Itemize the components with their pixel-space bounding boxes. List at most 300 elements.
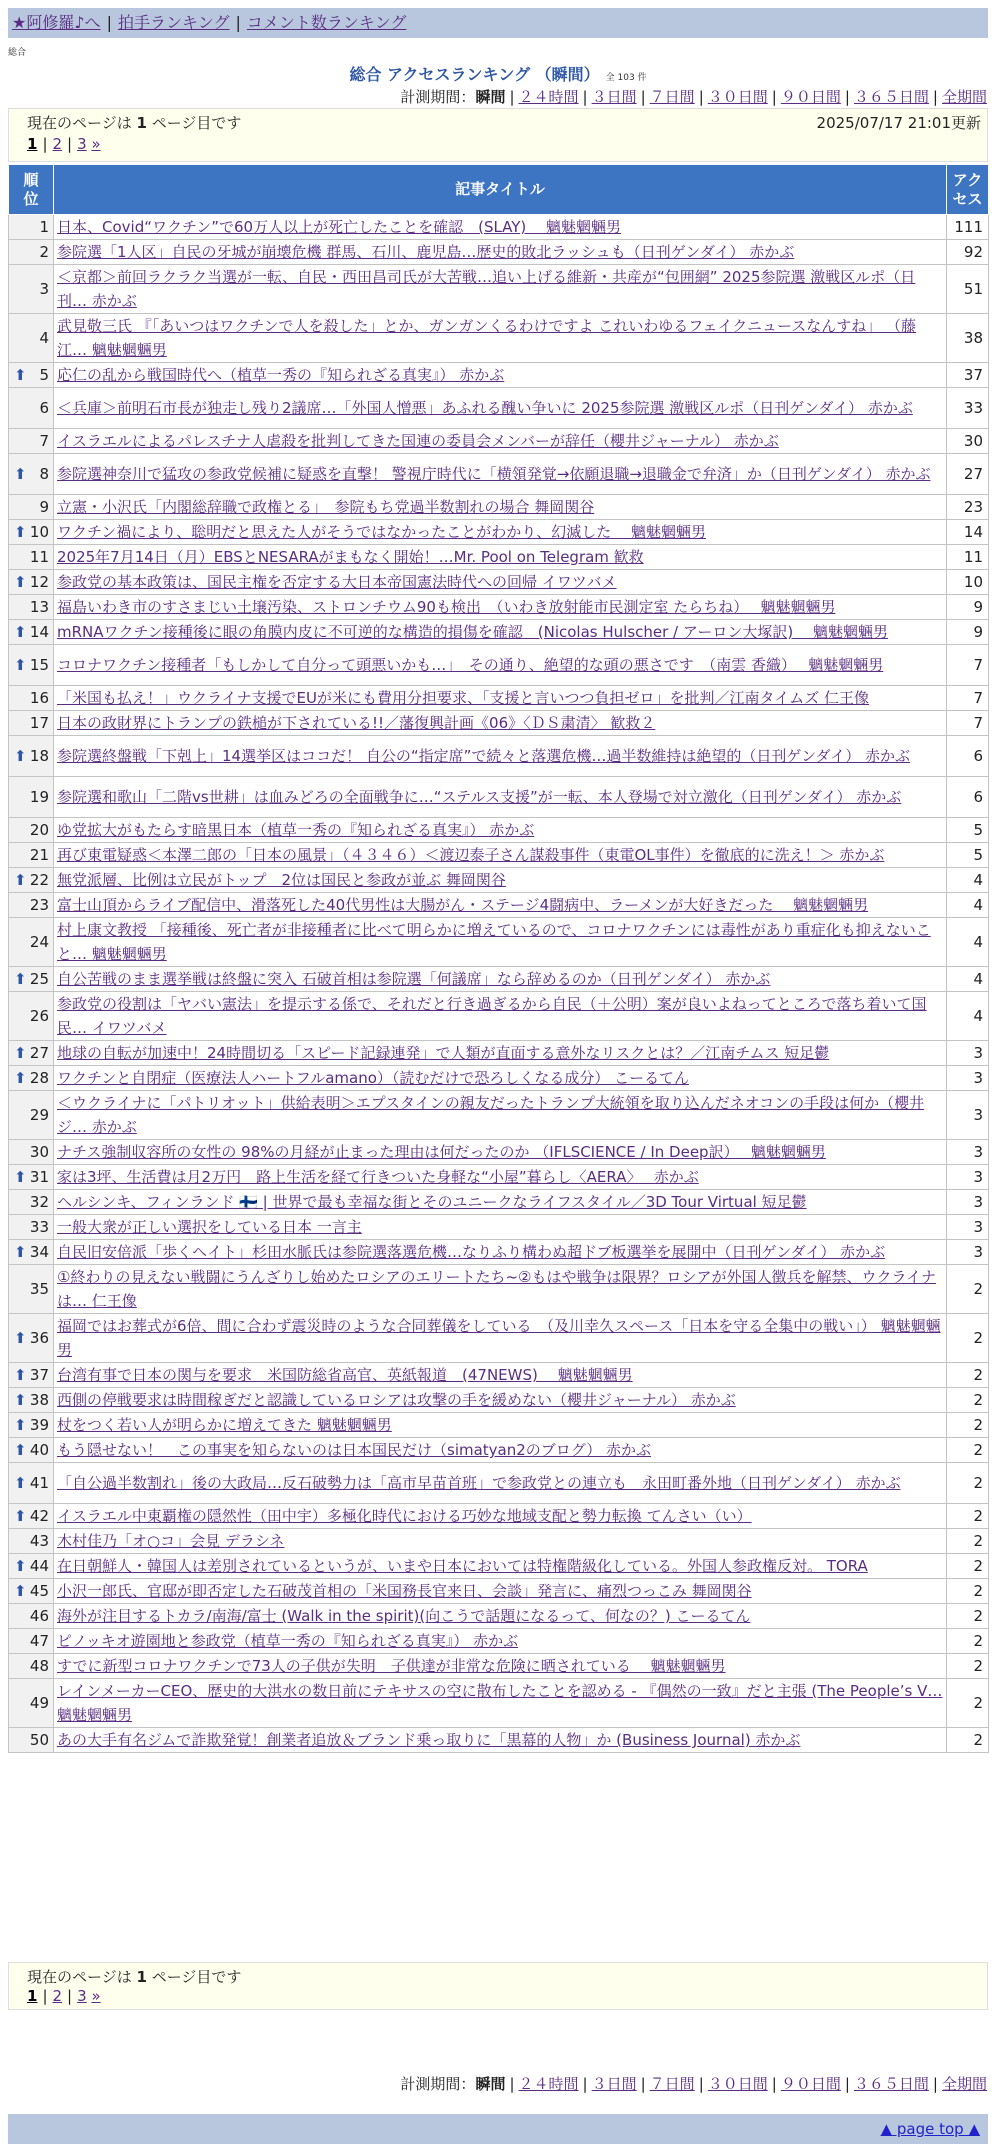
article-link[interactable]: 自民旧安倍派「歩くヘイト」杉田水脈氏は参院選落選危機…なりふり構わぬ超ドブ板選挙を展開中（日刊ゲンダイ） 赤かぶ — [57, 1243, 886, 1261]
rank-number: 49 — [29, 1694, 49, 1712]
rank-cell — [9, 363, 54, 388]
period-separator: | — [582, 88, 588, 106]
title-cell — [54, 1041, 947, 1066]
table-row — [9, 1579, 989, 1604]
title-cell — [54, 1654, 947, 1679]
table-row — [9, 1728, 989, 1753]
article-link[interactable]: 日本、Covid“ワクチン”で60万人以上が死亡したことを確認 (SLAY) 魑魅魍魎男 — [57, 218, 622, 236]
article-link[interactable]: 参院選終盤戦「下剋上」14選挙区はココだ！ 自公の“指定席”で続々と落選危機…過半数維持は絶望的（日刊ゲンダイ） 赤かぶ — [57, 747, 910, 765]
article-link[interactable]: 参院選「1人区」自民の牙城が崩壊危機 群馬、石川、鹿児島…歴史的敗北ラッシュも（日刊ゲンダイ） 赤かぶ — [57, 243, 795, 261]
rank-number: 50 — [29, 1731, 49, 1749]
title-cell — [54, 1314, 947, 1363]
table-row — [9, 736, 989, 777]
rank-number: 34 — [29, 1243, 49, 1261]
article-link[interactable]: すでに新型コロナワクチンで73人の子供が失明 子供達が非常な危険に晒されている 魑魅魍魎男 — [57, 1657, 726, 1675]
article-link[interactable]: 自公苦戦のまま選挙戦は終盤に突入 石破首相は参院選「何議席」なら辞めるのか（日刊ゲンダイ） 赤かぶ — [57, 970, 771, 988]
period-option-link[interactable]: ３６５日間 — [853, 88, 929, 106]
article-link[interactable]: 一般大衆が正しい選択をしている日本 一言主 — [57, 1218, 362, 1236]
access-count: 7 — [947, 645, 989, 686]
article-link[interactable]: 西側の停戦要求は時間稼ぎだと認識しているロシアは攻撃の手を緩めない（櫻井ジャーナル） 赤かぶ — [57, 1391, 736, 1409]
rank-number: 4 — [39, 329, 49, 347]
title-cell — [54, 736, 947, 777]
rank-number: 5 — [39, 366, 49, 384]
top-nav-bar — [8, 8, 988, 38]
period-option-link[interactable]: ７日間 — [649, 2075, 695, 2093]
period-option-link[interactable]: ３０日間 — [707, 2075, 768, 2093]
rank-cell — [9, 520, 54, 545]
title-cell — [54, 388, 947, 429]
title-cell — [54, 265, 947, 314]
period-option-link[interactable]: ７日間 — [649, 88, 695, 106]
period-current: 瞬間 — [475, 88, 506, 106]
rank-cell — [9, 1413, 54, 1438]
table-row — [9, 843, 989, 868]
up-arrow-icon: ⬆ — [14, 1069, 27, 1087]
period-option-link[interactable]: 全期間 — [941, 2075, 987, 2093]
table-row — [9, 868, 989, 893]
rank-number: 8 — [39, 465, 49, 483]
article-link[interactable]: 無党派層、比例は立民がトップ 2位は国民と参政が並ぶ 舞岡関谷 — [57, 871, 506, 889]
pager-next-link[interactable]: » — [91, 1987, 101, 2005]
title-cell — [54, 711, 947, 736]
article-link[interactable]: 立憲・小沢氏「内閣総辞職で政権とる」 参院もち党過半数割れの場合 舞岡関谷 — [57, 498, 595, 516]
access-count: 6 — [947, 777, 989, 818]
rank-cell — [9, 240, 54, 265]
title-cell — [54, 363, 947, 388]
table-row — [9, 240, 989, 265]
table-row — [9, 711, 989, 736]
period-option-link[interactable]: ３６５日間 — [853, 2075, 929, 2093]
table-row — [9, 1463, 989, 1504]
title-cell — [54, 967, 947, 992]
article-link[interactable]: ワクチンと自閉症（医療法人ハートフルamano）（読むだけで恐ろしくなる成分） こーるてん — [57, 1069, 690, 1087]
rank-cell — [9, 454, 54, 495]
access-count: 38 — [947, 314, 989, 363]
up-arrow-icon: ⬆ — [14, 1391, 27, 1409]
page-top-link[interactable]: ▲ page top ▲ — [880, 2120, 980, 2138]
up-arrow-icon: ⬆ — [14, 573, 27, 591]
table-row — [9, 893, 989, 918]
access-count: 4 — [947, 992, 989, 1041]
table-row — [9, 429, 989, 454]
up-arrow-icon: ⬆ — [14, 1168, 27, 1186]
article-link[interactable]: 小沢一郎氏、官邸が即否定した石破茂首相の「米国務長官来日、会談」発言に、痛烈つっこみ 舞岡関谷 — [57, 1582, 752, 1600]
access-count: 2 — [947, 1363, 989, 1388]
title-cell — [54, 1363, 947, 1388]
access-count: 2 — [947, 1504, 989, 1529]
pager-separator: | — [67, 1987, 73, 2005]
access-count: 9 — [947, 595, 989, 620]
article-link[interactable]: 福島いわき市のすさまじい土壌汚染、ストロンチウム90も検出 （いわき放射能市民測定室 たらちね） 魑魅魍魎男 — [57, 598, 836, 616]
pagination — [27, 1987, 101, 2005]
title-cell — [54, 818, 947, 843]
table-row — [9, 1554, 989, 1579]
table-row — [9, 992, 989, 1041]
rank-cell — [9, 1215, 54, 1240]
table-row — [9, 1041, 989, 1066]
up-arrow-icon: ⬆ — [14, 1243, 27, 1261]
rank-cell — [9, 1504, 54, 1529]
rank-number: 27 — [29, 1044, 49, 1062]
up-arrow-icon: ⬆ — [14, 1507, 27, 1525]
access-count: 3 — [947, 1091, 989, 1140]
rank-cell — [9, 1240, 54, 1265]
rank-cell — [9, 1041, 54, 1066]
title-cell — [54, 777, 947, 818]
access-header: アクセス — [947, 165, 989, 215]
rank-number: 26 — [29, 1007, 49, 1025]
article-link[interactable]: ①終わりの見えない戦闘にうんざりし始めたロシアのエリートたち~②もはや戦争は限界？ロシアが外国人徴兵を解禁、ウクライナは… 仁王像 — [57, 1268, 937, 1310]
period-separator: | — [771, 2075, 777, 2093]
period-separator: | — [640, 2075, 646, 2093]
access-count: 2 — [947, 1554, 989, 1579]
access-count: 4 — [947, 868, 989, 893]
pager-page-link[interactable]: 3 — [77, 135, 87, 153]
title-cell — [54, 454, 947, 495]
period-option-link[interactable]: ３日間 — [591, 2075, 637, 2093]
table-row — [9, 918, 989, 967]
article-link[interactable]: 参政党の役割は「ヤバい憲法」を提示する係で、それだと行き過ぎるから自民（＋公明）案が良いよねってところで落ち着いて国民… イワツバメ — [57, 995, 927, 1037]
rank-number: 37 — [29, 1366, 49, 1384]
rank-cell — [9, 595, 54, 620]
access-count: 2 — [947, 1679, 989, 1728]
access-count: 3 — [947, 1190, 989, 1215]
section-label: 総合 — [8, 48, 27, 58]
title-cell — [54, 1504, 947, 1529]
table-row — [9, 1679, 989, 1728]
rank-cell — [9, 1265, 54, 1314]
article-link[interactable]: ピノッキオ遊園地と参政党（植草一秀の『知られざる真実』） 赤かぶ — [57, 1632, 519, 1650]
rank-cell — [9, 265, 54, 314]
access-count: 4 — [947, 918, 989, 967]
title-cell — [54, 429, 947, 454]
access-count: 2 — [947, 1579, 989, 1604]
clap-ranking-link[interactable]: 拍手ランキング — [117, 13, 230, 32]
access-count: 2 — [947, 1629, 989, 1654]
article-link[interactable]: 在日朝鮮人・韓国人は差別されているというが、いまや日本においては特権階級化している。外国人参政権反対。 TORA — [57, 1557, 868, 1575]
title-cell — [54, 1091, 947, 1140]
rank-cell — [9, 918, 54, 967]
rank-header: 順位 — [9, 165, 54, 215]
up-arrow-icon: ⬆ — [14, 366, 27, 384]
period-option-link[interactable]: ２４時間 — [518, 88, 579, 106]
table-row — [9, 645, 989, 686]
rank-cell — [9, 1438, 54, 1463]
up-arrow-icon: ⬆ — [14, 1329, 27, 1347]
article-link[interactable]: 参院選神奈川で猛攻の参政党候補に疑惑を直撃！ 警視庁時代に「横領発覚→依願退職→退職金で弁済」か（日刊ゲンダイ） 赤かぶ — [57, 465, 931, 483]
period-option-link[interactable]: ３日間 — [591, 88, 637, 106]
up-arrow-icon: ⬆ — [14, 1441, 27, 1459]
title-cell — [54, 893, 947, 918]
pager-page-link[interactable]: 2 — [52, 1987, 63, 2005]
access-count: 2 — [947, 1265, 989, 1314]
table-row — [9, 1504, 989, 1529]
pagination — [27, 135, 101, 153]
rank-cell — [9, 1679, 54, 1728]
article-link[interactable]: mRNAワクチン接種後に眼の角膜内皮に不可逆的な構造的損傷を確認 (Nicolas Hulscher / アーロン大塚訳) 魑魅魍魎男 — [57, 623, 889, 641]
up-arrow-icon: ⬆ — [14, 1416, 27, 1434]
table-row — [9, 686, 989, 711]
pager-page-link[interactable]: 3 — [77, 1987, 87, 2005]
article-link[interactable]: ゆ党拡大がもたらす暗黒日本（植草一秀の『知られざる真実』） 赤かぶ — [57, 821, 535, 839]
rank-number: 12 — [29, 573, 49, 591]
access-count: 23 — [947, 495, 989, 520]
rank-number: 42 — [29, 1507, 49, 1525]
title-cell — [54, 1265, 947, 1314]
article-link[interactable]: イスラエルによるパレスチナ人虐殺を批判してきた国連の委員会メンバーが辞任（櫻井ジャーナル） 赤かぶ — [57, 432, 779, 450]
article-link[interactable]: 再び東電疑惑＜本澤二郎の「日本の風景」（４３４６）＜渡辺泰子さん謀殺事件（東電OL事件）を徹底的に洗え！＞ 赤かぶ — [57, 846, 885, 864]
rank-cell — [9, 1314, 54, 1363]
title-cell — [54, 1438, 947, 1463]
title-cell — [54, 868, 947, 893]
table-row — [9, 1629, 989, 1654]
access-count: 4 — [947, 893, 989, 918]
rank-number: 2 — [39, 243, 49, 261]
access-count: 2 — [947, 1463, 989, 1504]
up-arrow-icon: ⬆ — [14, 1044, 27, 1062]
rank-number: 32 — [29, 1193, 49, 1211]
article-link[interactable]: ナチス強制収容所の女性の 98%の月経が止まった理由は何だったのか （IFLSCIENCE / In Deep訳） 魑魅魍魎男 — [57, 1143, 826, 1161]
rank-number: 38 — [29, 1391, 49, 1409]
article-link[interactable]: ＜京都＞前回ラクラク当選が一転、自民・西田昌司氏が大苦戦…追い上げる維新・共産が“包囲網” 2025参院選 激戦区ルポ（日刊… 赤かぶ — [57, 268, 916, 310]
article-link[interactable]: 地球の自転が加速中！24時間切る「スピード記録連発」で人類が直面する意外なリスクとは？／江南チムス 短足鬱 — [57, 1044, 830, 1062]
rank-number: 14 — [29, 623, 49, 641]
title-cell — [54, 1240, 947, 1265]
title-cell — [54, 1629, 947, 1654]
period-separator: | — [844, 2075, 850, 2093]
access-count: 92 — [947, 240, 989, 265]
up-arrow-icon: ⬆ — [14, 1582, 27, 1600]
article-link[interactable]: 日本の政財界にトランプの鉄槌が下されている!!／藩復興計画《06》〈ＤＳ粛清〉 歓救２ — [57, 714, 656, 732]
table-row — [9, 1654, 989, 1679]
access-count: 2 — [947, 1413, 989, 1438]
rank-cell — [9, 686, 54, 711]
access-count: 3 — [947, 1215, 989, 1240]
rank-cell — [9, 570, 54, 595]
rank-number: 28 — [29, 1069, 49, 1087]
rank-cell — [9, 1629, 54, 1654]
access-count: 3 — [947, 1240, 989, 1265]
article-link[interactable]: ワクチン禍により、聡明だと思えた人がそうではなかったことがわかり、幻滅した 魑魅魍魎男 — [57, 523, 707, 541]
current-page-text: 現在のページは 1 ページ目です — [27, 1968, 242, 1986]
updated-timestamp: 2025/07/17 21:01更新 — [816, 114, 981, 132]
title-cell — [54, 1554, 947, 1579]
access-count: 2 — [947, 1728, 989, 1753]
article-link[interactable]: 武見敬三氏 『「あいつはワクチンで人を殺した」とか、ガンガンくるわけですよ これいわゆるフェイクニュースなんすね」 （藤江… 魑魅魍魎男 — [57, 317, 916, 359]
rank-number: 45 — [29, 1582, 49, 1600]
table-row — [9, 570, 989, 595]
article-link[interactable]: 台湾有事で日本の関与を要求 米国防総省高官、英紙報道 (47NEWS) 魑魅魍魎男 — [57, 1366, 633, 1384]
title-cell — [54, 1728, 947, 1753]
article-link[interactable]: 「自公過半数割れ」後の大政局…反石破勢力は「高市早苗首班」で参政党との連立も 永田町番外地（日刊ゲンダイ） 赤かぶ — [57, 1474, 901, 1492]
rank-number: 25 — [29, 970, 49, 988]
period-option-link[interactable]: ９０日間 — [780, 2075, 841, 2093]
title-cell — [54, 215, 947, 240]
rank-cell — [9, 777, 54, 818]
article-link[interactable]: 福岡ではお葬式が6倍、間に合わず震災時のような合同葬儀をしている （及川幸久スペース「日本を守る全集中の戦い」） 魑魅魍魎男 — [57, 1317, 941, 1359]
table-row — [9, 363, 989, 388]
rank-cell — [9, 1579, 54, 1604]
rank-number: 16 — [29, 689, 49, 707]
rank-cell — [9, 495, 54, 520]
article-link[interactable]: 木村佳乃「オ○コ」会見 デラシネ — [57, 1532, 285, 1550]
rank-cell — [9, 992, 54, 1041]
title-cell — [54, 1604, 947, 1629]
up-arrow-icon: ⬆ — [14, 1366, 27, 1384]
home-link[interactable]: ★阿修羅♪へ — [12, 13, 101, 32]
rank-cell — [9, 620, 54, 645]
rank-number: 21 — [29, 846, 49, 864]
access-count: 111 — [947, 215, 989, 240]
table-row — [9, 1314, 989, 1363]
article-link[interactable]: 杖をつく若い人が明らかに増えてきた 魑魅魍魎男 — [57, 1416, 392, 1434]
title-cell — [54, 686, 947, 711]
up-arrow-icon: ⬆ — [14, 1474, 27, 1492]
title-cell — [54, 1529, 947, 1554]
access-count: 5 — [947, 818, 989, 843]
rank-cell — [9, 645, 54, 686]
rank-number: 36 — [29, 1329, 49, 1347]
rank-cell — [9, 1554, 54, 1579]
comment-ranking-link[interactable]: コメント数ランキング — [246, 13, 407, 32]
pager-separator: | — [42, 1987, 48, 2005]
table-row — [9, 595, 989, 620]
title-cell — [54, 1679, 947, 1728]
title-cell — [54, 1165, 947, 1190]
table-row — [9, 1529, 989, 1554]
pager-next-link[interactable]: » — [91, 135, 101, 153]
title-cell — [54, 992, 947, 1041]
period-selector — [400, 2073, 987, 2094]
period-current: 瞬間 — [475, 2075, 506, 2093]
rank-number: 10 — [29, 523, 49, 541]
article-link[interactable]: 2025年7月14日（月）EBSとNESARAがまもなく開始！…Mr. Pool on Telegram 歓救 — [57, 548, 644, 566]
article-link[interactable]: 応仁の乱から戦国時代へ（植草一秀の『知られざる真実』） 赤かぶ — [57, 366, 505, 384]
period-separator: | — [509, 2075, 515, 2093]
rank-number: 24 — [29, 933, 49, 951]
table-row — [9, 818, 989, 843]
rank-number: 41 — [29, 1474, 49, 1492]
table-row — [9, 520, 989, 545]
rank-cell — [9, 818, 54, 843]
article-link[interactable]: あの大手有名ジムで詐欺発覚！創業者追放＆ブランド乗っ取りに「黒幕的人物」か (Business Journal) 赤かぶ — [57, 1731, 801, 1749]
page-title-text: 総合 アクセスランキング （瞬間） — [349, 65, 600, 84]
rank-cell — [9, 1728, 54, 1753]
rank-number: 46 — [29, 1607, 49, 1625]
up-arrow-icon: ⬆ — [14, 1557, 27, 1575]
rank-number: 1 — [39, 218, 49, 236]
rank-number: 15 — [29, 656, 49, 674]
article-link[interactable]: コロナワクチン接種者「もしかして自分って頭悪いかも…」 その通り、絶望的な頭の悪さです （南雲 香織） 魑魅魍魎男 — [57, 656, 884, 674]
title-cell — [54, 843, 947, 868]
period-option-link[interactable]: 全期間 — [941, 88, 987, 106]
table-row — [9, 1240, 989, 1265]
up-arrow-icon: ⬆ — [14, 523, 27, 541]
article-link[interactable]: 参院選和歌山「二階vs世耕」は血みどろの全面戦争に…“ステルス支援”が一転、本人登場で対立激化（日刊ゲンダイ） 赤かぶ — [57, 788, 902, 806]
rank-cell — [9, 1654, 54, 1679]
table-row — [9, 1604, 989, 1629]
table-row — [9, 777, 989, 818]
rank-number: 18 — [29, 747, 49, 765]
nav-separator: | — [106, 13, 112, 32]
article-link[interactable]: 「米国も払え！」ウクライナ支援でEUが米にも費用分担要求、「支援と言いつつ負担ゼロ」を批判／江南タイムズ 仁王像 — [57, 689, 869, 707]
access-count: 3 — [947, 1140, 989, 1165]
rank-number: 6 — [39, 399, 49, 417]
current-page-text: 現在のページは 1 ページ目です — [27, 114, 242, 132]
up-arrow-icon: ⬆ — [14, 465, 27, 483]
rank-cell — [9, 215, 54, 240]
article-link[interactable]: もう隠せない！ この事実を知らないのは日本国民だけ（simatyan2のブログ） 赤かぶ — [57, 1441, 652, 1459]
period-separator: | — [698, 2075, 704, 2093]
pager-separator: | — [42, 135, 48, 153]
rank-number: 19 — [29, 788, 49, 806]
rank-cell — [9, 545, 54, 570]
table-row — [9, 215, 989, 240]
access-count: 2 — [947, 1529, 989, 1554]
period-option-link[interactable]: ２４時間 — [518, 2075, 579, 2093]
period-option-link[interactable]: ３０日間 — [707, 88, 768, 106]
article-link[interactable]: 海外が注目するトカラ/南海/富士 (Walk in the spirit)(向こうで話題になるって、何なの？) こーるてん — [57, 1607, 751, 1625]
access-count: 6 — [947, 736, 989, 777]
article-link[interactable]: ＜兵庫＞前明石市長が独走し残り2議席…「外国人憎悪」あふれる醜い争いに 2025参院選 激戦区ルポ（日刊ゲンダイ） 赤かぶ — [57, 399, 913, 417]
article-link[interactable]: 富士山頂からライブ配信中、滑落死した40代男性は大腸がん・ステージ4闘病中、ラーメンが大好きだった 魑魅魍魎男 — [57, 896, 869, 914]
rank-cell — [9, 1529, 54, 1554]
title-cell — [54, 314, 947, 363]
article-link[interactable]: 家は3坪、生活費は月2万円 路上生活を経て行きついた身軽な“小屋”暮らし〈AERA〉 赤かぶ — [57, 1168, 699, 1186]
rank-cell — [9, 736, 54, 777]
rank-number: 31 — [29, 1168, 49, 1186]
article-link[interactable]: ＜ウクライナに「パトリオット」供給表明＞エプスタインの親友だったトランプ大統領を取り込んだネオコンの手段は何か（櫻井ジ… 赤かぶ — [57, 1094, 925, 1136]
total-count: 全 103 件 — [605, 73, 647, 83]
table-row — [9, 967, 989, 992]
rank-cell — [9, 1363, 54, 1388]
pager-separator: | — [67, 135, 73, 153]
pager-page-link[interactable]: 2 — [52, 135, 63, 153]
article-link[interactable]: 村上康文教授 「接種後、死亡者が非接種者に比べて明らかに増えているので、コロナワクチンには毒性があり重症化も抑えないこと… 魑魅魍魎男 — [57, 921, 931, 963]
title-cell — [54, 595, 947, 620]
title-cell — [54, 645, 947, 686]
rank-number: 23 — [29, 896, 49, 914]
table-row — [9, 265, 989, 314]
table-row — [9, 1388, 989, 1413]
access-count: 10 — [947, 570, 989, 595]
article-link[interactable]: 参政党の基本政策は、国民主権を否定する大日本帝国憲法時代への回帰 イワツバメ — [57, 573, 617, 591]
title-cell — [54, 1413, 947, 1438]
rank-cell — [9, 1066, 54, 1091]
access-count: 30 — [947, 429, 989, 454]
article-link[interactable]: ヘルシンキ、フィンランド 🇫🇮 | 世界で最も幸福な街とそのユニークなライフスタイル／3D Tour Virtual 短足鬱 — [57, 1193, 807, 1211]
rank-number: 9 — [39, 498, 49, 516]
access-count: 2 — [947, 1388, 989, 1413]
rank-cell — [9, 429, 54, 454]
table-row — [9, 1265, 989, 1314]
nav-separator: | — [235, 13, 241, 32]
access-count: 7 — [947, 711, 989, 736]
table-row — [9, 1190, 989, 1215]
rank-number: 29 — [29, 1106, 49, 1124]
rank-cell — [9, 314, 54, 363]
access-count: 2 — [947, 1604, 989, 1629]
period-separator: | — [509, 88, 515, 106]
article-link[interactable]: レインメーカーCEO、歴史的大洪水の数日前にテキサスの空に散布したことを認める - 『偶然の一致』だと主張 (The People’s V… 魑魅魍魎男 — [57, 1682, 943, 1724]
table-row — [9, 1091, 989, 1140]
pager-current: 1 — [27, 1987, 38, 2005]
article-link[interactable]: イスラエル中東覇権の隠然性（田中宇）多極化時代における巧妙な地域支配と勢力転換 てんさい（い） — [57, 1507, 752, 1525]
rank-number: 30 — [29, 1143, 49, 1161]
rank-cell — [9, 893, 54, 918]
title-header: 記事タイトル — [54, 165, 947, 215]
period-option-link[interactable]: ９０日間 — [780, 88, 841, 106]
